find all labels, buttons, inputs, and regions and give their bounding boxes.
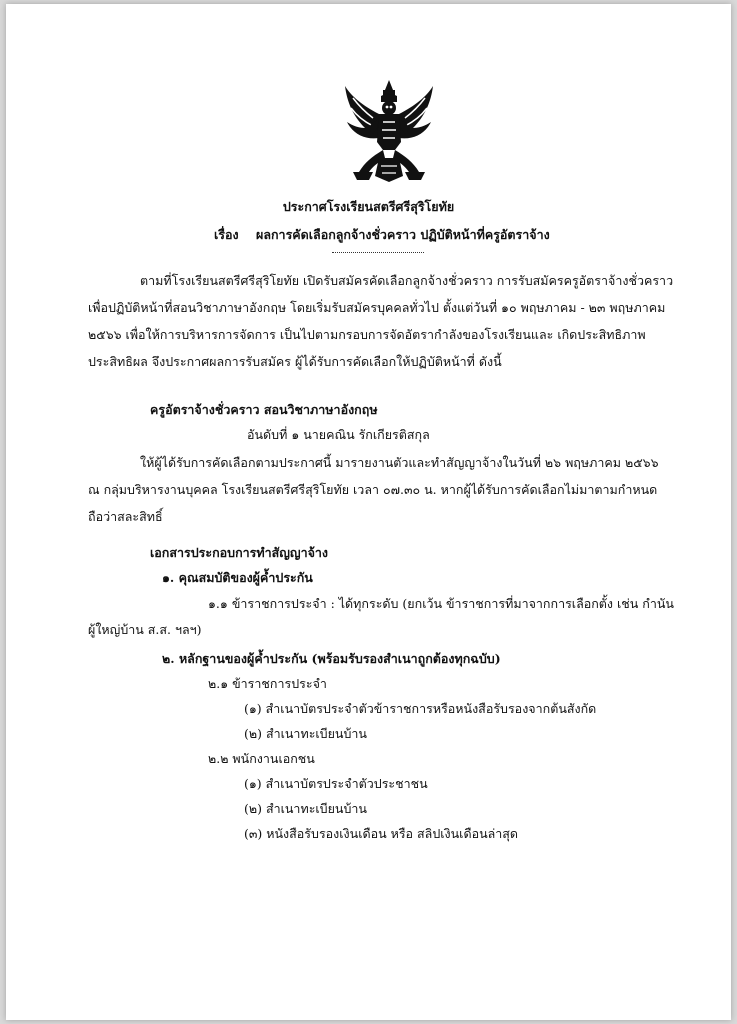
- title-divider: [332, 252, 424, 253]
- document-page: [6, 4, 731, 1020]
- report-line: ถือว่าสละสิทธิ์: [88, 509, 163, 524]
- intro-line: ตามที่โรงเรียนสตรีศรีสุริโยทัย เปิดรับสมัครคัดเลือกลูกจ้างชั่วคราว การรับสมัครครูอัตราจ้างชั่วคราว: [140, 273, 674, 288]
- section-1-title: ๑. คุณสมบัติของผู้ค้ำประกัน: [162, 570, 313, 585]
- subject-text: ผลการคัดเลือกลูกจ้างชั่วคราว ปฏิบัติหน้าที่ครูอัตราจ้าง: [256, 227, 550, 242]
- documents-heading: เอกสารประกอบการทำสัญญาจ้าง: [150, 545, 329, 560]
- list-item: (๓) หนังสือรับรองเงินเดือน หรือ สลิปเงินเดือนล่าสุด: [244, 826, 519, 841]
- section-1-item-continued: ผู้ใหญ่บ้าน ส.ส. ฯลฯ): [88, 622, 202, 637]
- list-item: (๒) สำเนาทะเบียนบ้าน: [244, 801, 367, 816]
- subject-label: เรื่อง: [214, 227, 239, 242]
- subsection-2-1: ๒.๑ ข้าราชการประจำ: [208, 676, 327, 691]
- report-line: ให้ผู้ได้รับการคัดเลือกตามประกาศนี้ มารายงานตัวและทำสัญญาจ้างในวันที่ ๒๖ พฤษภาคม ๒๕๖๖: [140, 455, 659, 470]
- subsection-2-2: ๒.๒ พนักงานเอกชน: [208, 751, 315, 766]
- section-1-item: ๑.๑ ข้าราชการประจำ : ได้ทุกระดับ (ยกเว้น ข้าราชการที่มาจากการเลือกตั้ง เช่น กำนัน: [208, 596, 674, 611]
- garuda-emblem-icon: [339, 76, 439, 186]
- report-line: ณ กลุ่มบริหารงานบุคคล โรงเรียนสตรีศรีสุริโยทัย เวลา ๐๗.๓๐ น. หากผู้ได้รับการคัดเลือกไม่มาตามกำหนด: [88, 482, 658, 497]
- document-title: ประกาศโรงเรียนสตรีศรีสุริโยทัย: [282, 199, 455, 214]
- list-item: (๒) สำเนาทะเบียนบ้าน: [244, 726, 367, 741]
- section-2-title: ๒. หลักฐานของผู้ค้ำประกัน (พร้อมรับรองสำเนาถูกต้องทุกฉบับ): [162, 651, 501, 666]
- list-item: (๑) สำเนาบัตรประจำตัวประชาชน: [244, 776, 428, 791]
- position-heading: ครูอัตราจ้างชั่วคราว สอนวิชาภาษาอังกฤษ: [150, 402, 378, 417]
- intro-line: ๒๕๖๖ เพื่อให้การบริหารการจัดการ เป็นไปตามกรอบการจัดอัตรากำลังของโรงเรียนและ เกิดประสิทธิภาพ: [88, 327, 646, 342]
- selected-candidate: อันดับที่ ๑ นายคณิน รักเกียรติสกุล: [247, 427, 430, 442]
- intro-line: ประสิทธิผล จึงประกาศผลการรับสมัคร ผู้ได้รับการคัดเลือกให้ปฏิบัติหน้าที่ ดังนี้: [88, 354, 502, 369]
- intro-line: เพื่อปฏิบัติหน้าที่สอนวิชาภาษาอังกฤษ โดยเริ่มรับสมัครบุคคลทั่วไป ตั้งแต่วันที่ ๑๐ พฤษภาคม - ๒๓ พฤษภาคม: [88, 300, 666, 315]
- list-item: (๑) สำเนาบัตรประจำตัวข้าราชการหรือหนังสือรับรองจากต้นสังกัด: [244, 701, 597, 716]
